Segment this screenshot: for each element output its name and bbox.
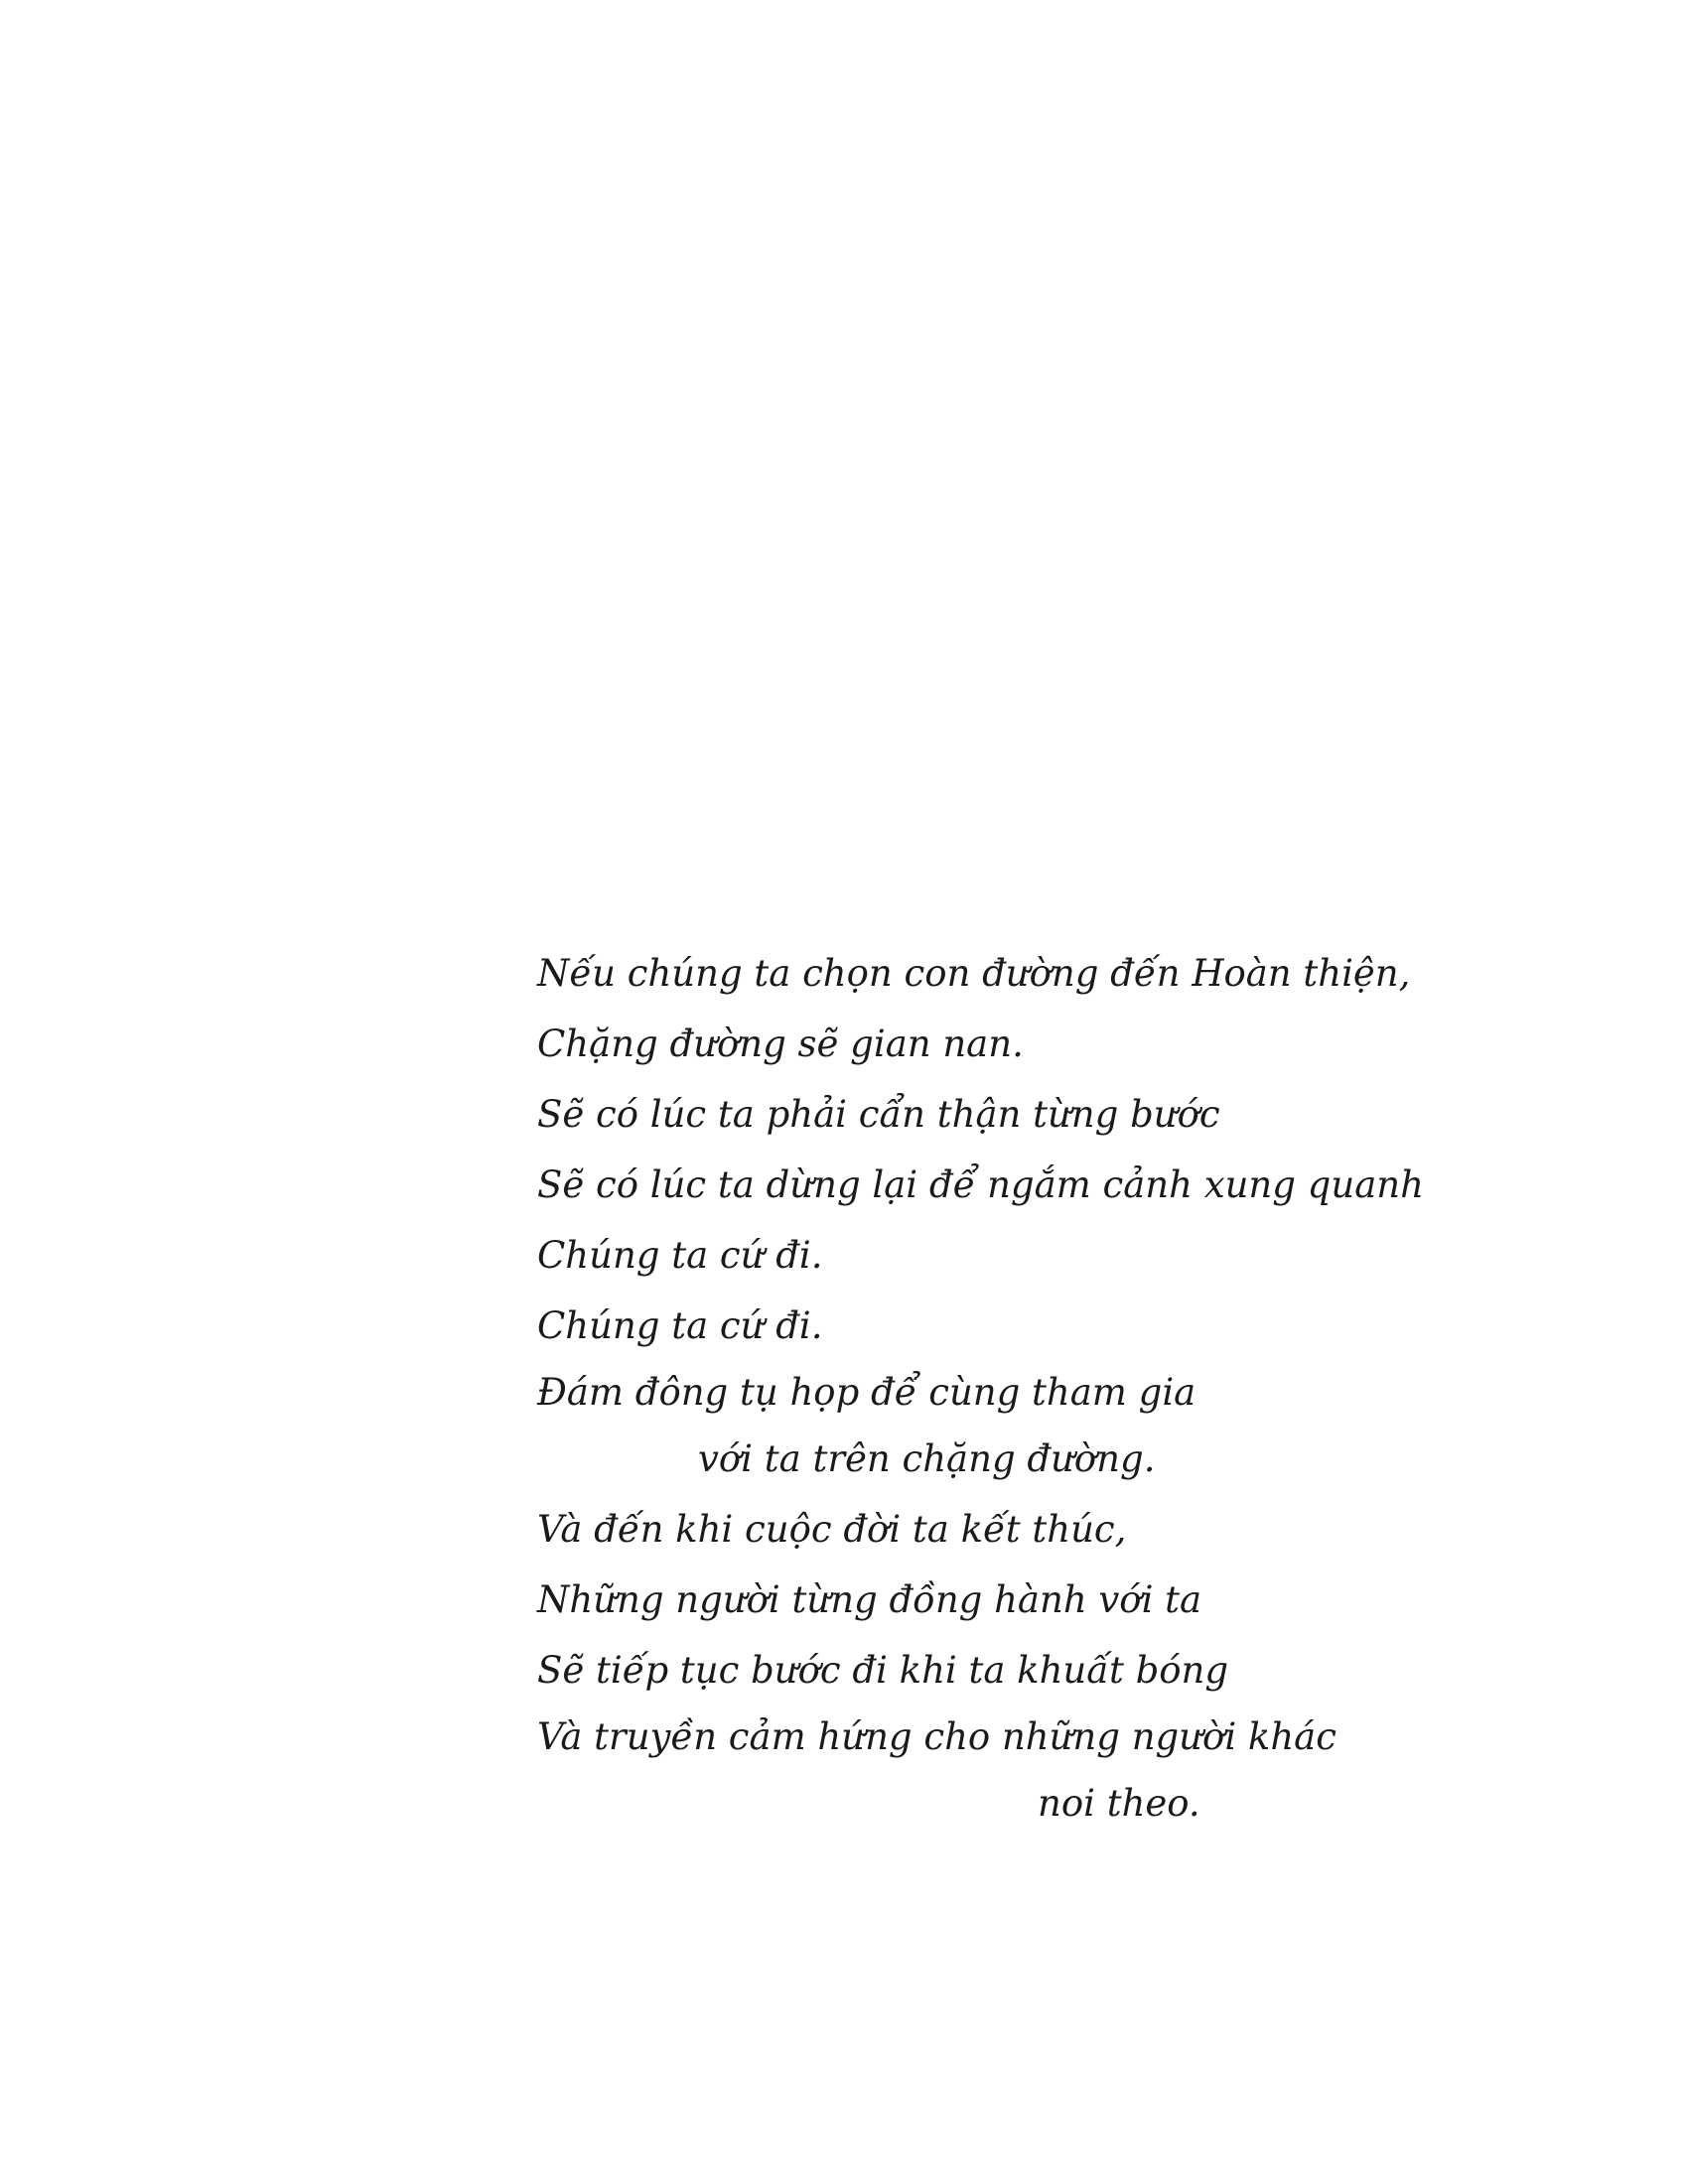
- poem-line: Chặng đường sẽ gian nan.: [537, 1023, 1024, 1065]
- poem-line: Chúng ta cứ đi.: [537, 1234, 823, 1277]
- poem-line: Những người từng đồng hành với ta: [537, 1578, 1202, 1621]
- poem-line: Sẽ có lúc ta phải cẩn thận từng bước: [537, 1093, 1220, 1136]
- poem-line: Và truyền cảm hứng cho những người khác: [537, 1715, 1336, 1758]
- poem-line-continuation: với ta trên chặng đường.: [698, 1437, 1156, 1480]
- poem-line-continuation: noi theo.: [1038, 1782, 1200, 1825]
- poem-line: Sẽ có lúc ta dừng lại để ngắm cảnh xung quanh: [537, 1163, 1424, 1206]
- poem: [537, 938, 1424, 1839]
- poem-line: Sẽ tiếp tục bước đi khi ta khuất bóng: [537, 1649, 1229, 1692]
- poem-line: Đám đông tụ họp để cùng tham gia: [537, 1371, 1196, 1414]
- poem-line: Chúng ta cứ đi.: [537, 1304, 823, 1347]
- poem-line: Và đến khi cuộc đời ta kết thúc,: [537, 1508, 1127, 1551]
- poem-line: Nếu chúng ta chọn con đường đến Hoàn thiện,: [537, 952, 1411, 995]
